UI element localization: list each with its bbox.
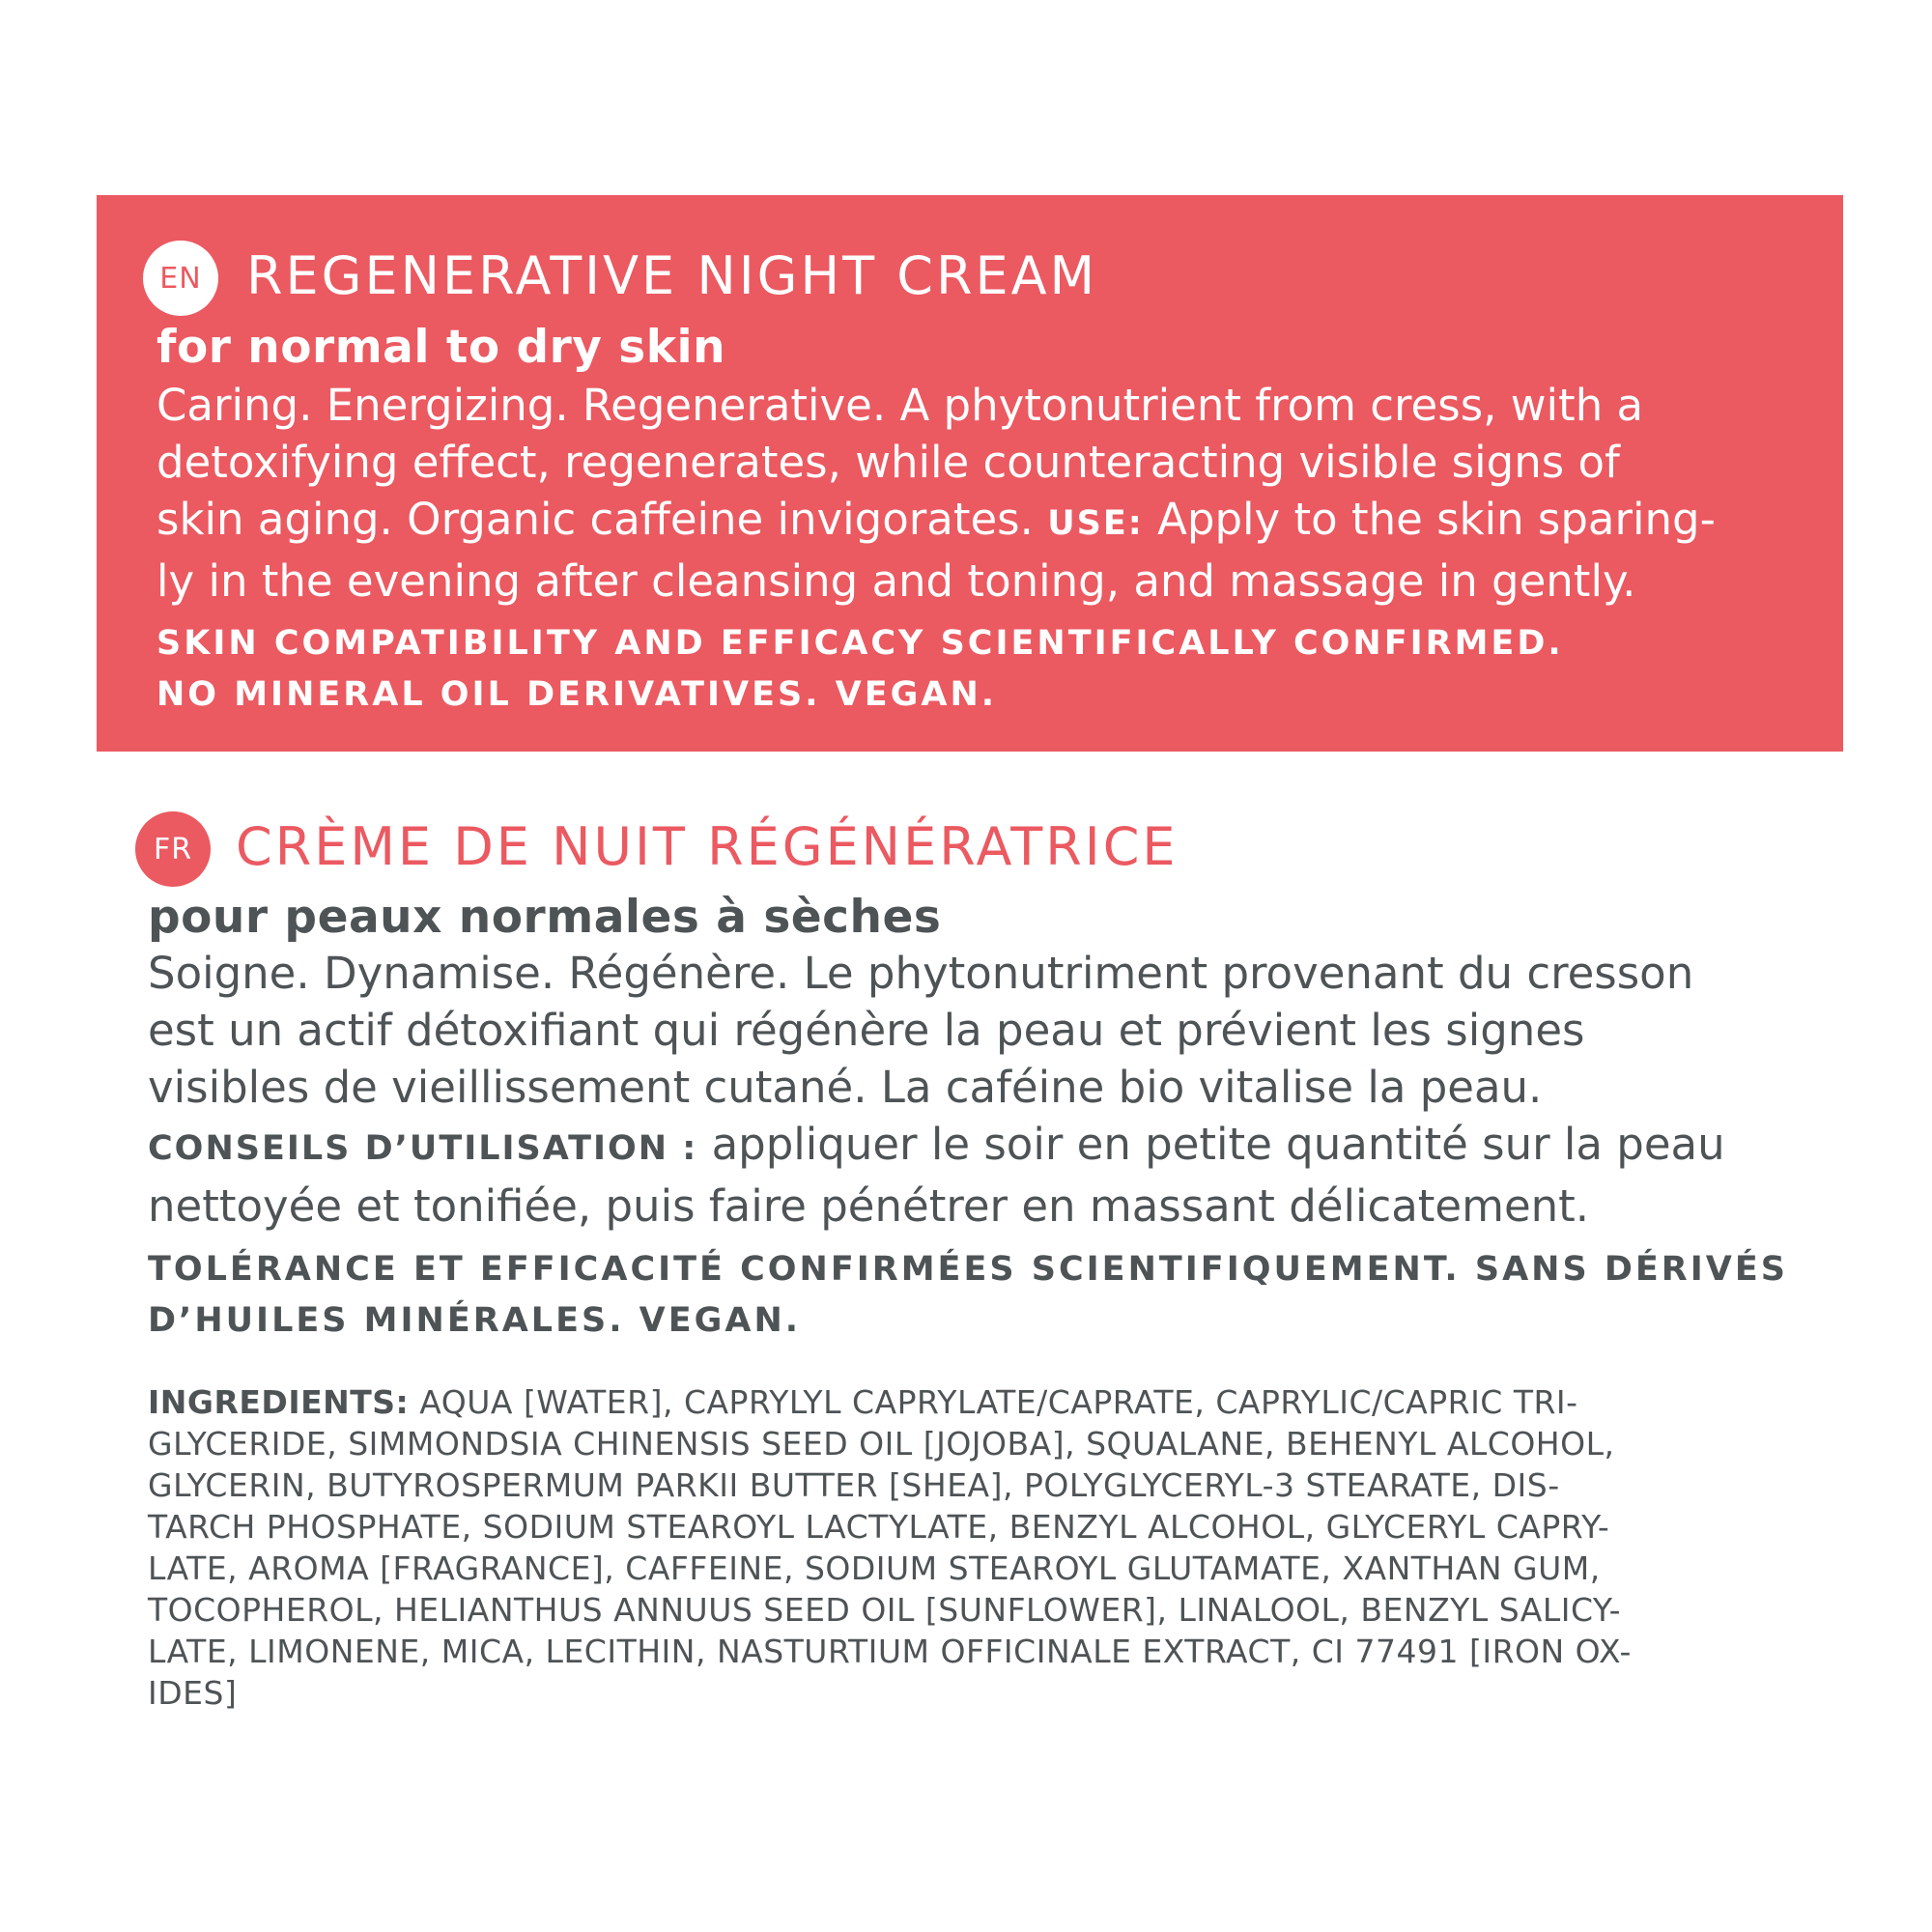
skin-type-fr: pour peaux normales à sèches <box>148 891 942 944</box>
description-line: est un actif détoxifiant qui régénère la peau et prévient les signes <box>148 1005 1585 1056</box>
ingredients-list <box>148 1381 1809 1714</box>
product-title-en: REGENERATIVE NIGHT CREAM <box>246 245 1098 306</box>
use-text-en: Apply to the skin sparing- <box>1157 494 1716 545</box>
ingredients-line: TOCOPHEROL, HELIANTHUS ANNUUS SEED OIL [SUNFLOWER], LINALOOL, BENZYL SALICY- <box>148 1591 1622 1629</box>
ingredients-line: GLYCERIN, BUTYROSPERMUM PARKII BUTTER [SHEA], POLYGLYCERYL-3 STEARATE, DIS- <box>148 1466 1560 1504</box>
claim-line: TOLÉRANCE ET EFFICACITÉ CONFIRMÉES SCIENTIFIQUEMENT. SANS DÉRIVÉS <box>148 1250 1788 1289</box>
claim-line: NO MINERAL OIL DERIVATIVES. VEGAN. <box>156 675 998 714</box>
description-line: nettoyée et tonifiée, puis faire pénétrer en massant délicatement. <box>148 1180 1590 1232</box>
description-line: Caring. Energizing. Regenerative. A phytonutrient from cress, with a <box>156 380 1644 431</box>
claim-line: D’HUILES MINÉRALES. VEGAN. <box>148 1301 802 1340</box>
description-line: detoxifying effect, regenerates, while counteracting visible signs of <box>156 437 1620 488</box>
claim-line: SKIN COMPATIBILITY AND EFFICACY SCIENTIFICALLY CONFIRMED. <box>156 624 1564 663</box>
ingredients-line: GLYCERIDE, SIMMONDSIA CHINENSIS SEED OIL [JOJOBA], SQUALANE, BEHENYL ALCOHOL, <box>148 1425 1615 1463</box>
product-title-fr: CRÈME DE NUIT RÉGÉNÉRATRICE <box>236 816 1179 877</box>
ingredients-line <box>148 1381 1809 1423</box>
claims-fr <box>148 1244 1788 1347</box>
description-line: visibles de vieillissement cutané. La caféine bio vitalise la peau. <box>148 1062 1543 1113</box>
description-en <box>156 377 1799 610</box>
description-line: Soigne. Dynamise. Régénère. Le phytonutriment provenant du cresson <box>148 948 1694 999</box>
language-badge-en: EN <box>143 241 218 316</box>
ingredients-line: TARCH PHOSPHATE, SODIUM STEAROYL LACTYLATE, BENZYL ALCOHOL, GLYCERYL CAPRY- <box>148 1508 1610 1546</box>
use-label-en: USE: <box>1047 504 1144 543</box>
description-line <box>148 1116 1819 1178</box>
use-label-fr: CONSEILS D’UTILISATION : <box>148 1129 698 1168</box>
description-fr <box>148 945 1819 1235</box>
use-text-fr: appliquer le soir en petite quantité sur la peau <box>711 1119 1725 1170</box>
ingredients-label: INGREDIENTS: <box>148 1383 410 1421</box>
ingredients-text: AQUA [WATER], CAPRYLYL CAPRYLATE/CAPRATE, CAPRYLIC/CAPRIC TRI- <box>419 1383 1578 1421</box>
claims-en <box>156 618 1564 721</box>
description-fragment: skin aging. Organic caffeine invigorates. <box>156 494 1034 545</box>
language-badge-fr: FR <box>135 811 211 887</box>
description-line <box>156 491 1799 553</box>
ingredients-line: LATE, LIMONENE, MICA, LECITHIN, NASTURTIUM OFFICINALE EXTRACT, CI 77491 [IRON OX- <box>148 1633 1632 1670</box>
skin-type-en: for normal to dry skin <box>156 321 726 374</box>
description-line: ly in the evening after cleansing and toning, and massage in gently. <box>156 555 1636 607</box>
ingredients-line: IDES] <box>148 1674 238 1712</box>
english-section <box>97 195 1843 752</box>
ingredients-line: LATE, AROMA [FRAGRANCE], CAFFEINE, SODIUM STEAROYL GLUTAMATE, XANTHAN GUM, <box>148 1549 1601 1587</box>
